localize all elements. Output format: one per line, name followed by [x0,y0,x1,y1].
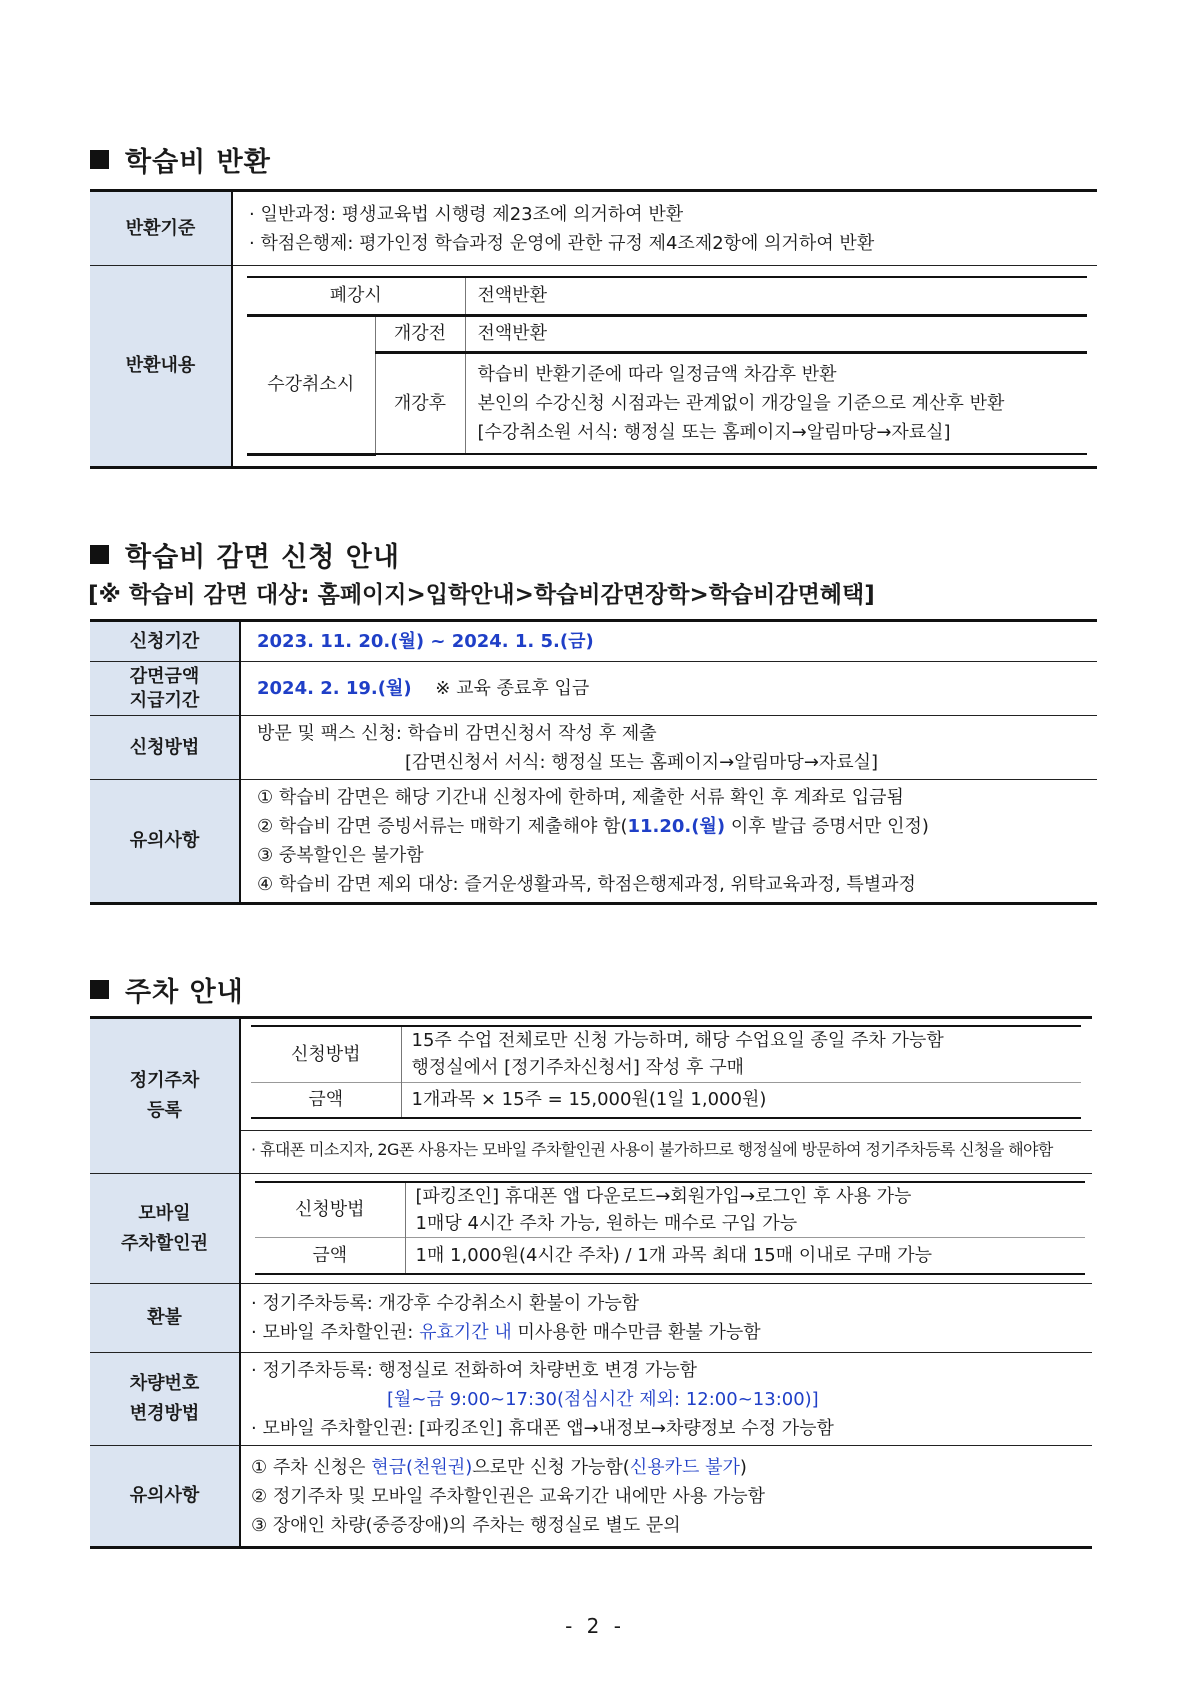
after-start-label: 개강후 [375,352,465,454]
regular-parking-cell [240,1018,1092,1174]
closure-value: 전액반환 [465,277,1087,315]
refund-inner-table [247,276,1087,456]
mobile-discount-inner [255,1181,1085,1275]
regular-price-label: 금액 [251,1082,401,1118]
regular-parking-label: 정기주차 등록 [90,1018,240,1174]
refund-criteria-content [232,191,1097,266]
method-label: 신청방법 [90,716,240,780]
discount-subtitle: [※ 학습비 감면 대상: 홈페이지>입학안내>학습비감면장학>학습비감면혜택] [88,582,875,608]
refund-table [90,189,1097,469]
parking-table [90,1016,1092,1549]
regular-method-label: 신청방법 [251,1026,401,1082]
refund-criteria-line: · 학점은행제: 평가인정 학습과정 운영에 관한 규정 제4조제2항에 의거하여 반환 [249,232,875,254]
mobile-method-label: 신청방법 [255,1182,405,1238]
regular-method-value: 15주 수업 전체로만 신청 가능하며, 해당 수업요일 종일 주차 가능함 행정실에서 [정기주차신청서] 작성 후 구매 [401,1026,1081,1082]
page-number: - 2 - [565,1614,625,1638]
regular-parking-inner [251,1025,1081,1119]
regular-parking-note: · 휴대폰 미소지자, 2G폰 사용자는 모바일 주차할인권 사용이 불가하므로 행정실에 방문하여 정기주차등록 신청을 해야함 [241,1130,1092,1163]
section-title-text: 주차 안내 [125,977,244,1008]
after-start-line: 본인의 수강신청 시점과는 관계없이 개강일을 기준으로 계산후 반환 [477,392,1005,414]
refund-content-cell [232,266,1097,468]
square-bullet-icon [90,150,109,169]
notes-label: 유의사항 [90,780,240,904]
plate-change-label: 차량번호 변경방법 [90,1353,240,1446]
after-start-line: [수강취소원 서식: 행정실 또는 홈페이지→알림마당→자료실] [477,421,951,443]
section-title-text: 학습비 감면 신청 안내 [125,542,400,573]
notes-content: ① 학습비 감면은 해당 기간내 신청자에 한하며, 제출한 서류 확인 후 계좌로 입금됨 ② 학습비 감면 증빙서류는 매학기 제출해야 함(11.20.(월) 이후 발급 증명서만 인정) ③ 중복할인은 불가함 ④ 학습비 감면 제외 대상: 즐거운생활과목, 학점은행제과정, 위탁교육과정, 특별과정 [240,780,1097,904]
after-start-line: 학습비 반환기준에 따라 일정금액 차감후 반환 [477,363,837,385]
after-start-value [465,352,1087,454]
square-bullet-icon [90,545,109,564]
parking-notes-content: ① 주차 신청은 현금(천원권)으로만 신청 가능함(신용카드 불가) ② 정기주차 및 모바일 주차할인권은 교육기간 내에만 사용 가능함 ③ 장애인 차량(중증장애)의 주차는 행정실로 별도 문의 [240,1446,1092,1548]
discount-table [90,619,1097,905]
closure-label: 폐강시 [247,277,465,315]
section-title-refund [90,140,271,179]
parking-refund-label: 환불 [90,1284,240,1353]
period-value: 2023. 11. 20.(월) ~ 2024. 1. 5.(금) [240,621,1097,662]
method-content: 방문 및 팩스 신청: 학습비 감면신청서 작성 후 제출 [감면신청서 서식: 행정실 또는 홈페이지→알림마당→자료실] [240,716,1097,780]
refund-content-label: 반환내용 [90,266,232,468]
payment-note: ※ 교육 종료후 입금 [435,678,590,699]
mobile-method-value: [파킹조인] 휴대폰 앱 다운로드→회원가입→로그인 후 사용 가능 1매당 4시간 주차 가능, 원하는 매수로 구입 가능 [405,1182,1085,1238]
period-label: 신청기간 [90,621,240,662]
before-start-label: 개강전 [375,315,465,352]
parking-notes-label: 유의사항 [90,1446,240,1548]
mobile-price-label: 금액 [255,1238,405,1274]
mobile-discount-cell [240,1174,1092,1284]
regular-price-value: 1개과목 × 15주 = 15,000원(1일 1,000원) [401,1082,1081,1118]
section-title-discount [90,535,400,574]
section-title-parking [90,970,244,1009]
section-title-text: 학습비 반환 [125,147,271,178]
refund-criteria-line: · 일반과정: 평생교육법 시행령 제23조에 의거하여 반환 [249,203,684,225]
payment-date: 2024. 2. 19.(월) [257,678,412,699]
square-bullet-icon [90,980,109,999]
before-start-value: 전액반환 [465,315,1087,352]
refund-criteria-label: 반환기준 [90,191,232,266]
parking-refund-content: · 정기주차등록: 개강후 수강취소시 환불이 가능함 · 모바일 주차할인권: 유효기간 내 미사용한 매수만큼 환불 가능함 [240,1284,1092,1353]
mobile-price-value: 1매 1,000원(4시간 주차) / 1개 과목 최대 15매 이내로 구매 가능 [405,1238,1085,1274]
payment-period-value [240,662,1097,716]
plate-change-content: · 정기주차등록: 행정실로 전화하여 차량번호 변경 가능함 [월~금 9:00~17:30(점심시간 제외: 12:00~13:00)] · 모바일 주차할인권: [파킹조인] 휴대폰 앱→내정보→차량정보 수정 가능함 [240,1353,1092,1446]
payment-period-label: 감면금액 지급기간 [90,662,240,716]
mobile-discount-label: 모바일 주차할인권 [90,1174,240,1284]
cancel-label: 수강취소시 [247,315,375,454]
